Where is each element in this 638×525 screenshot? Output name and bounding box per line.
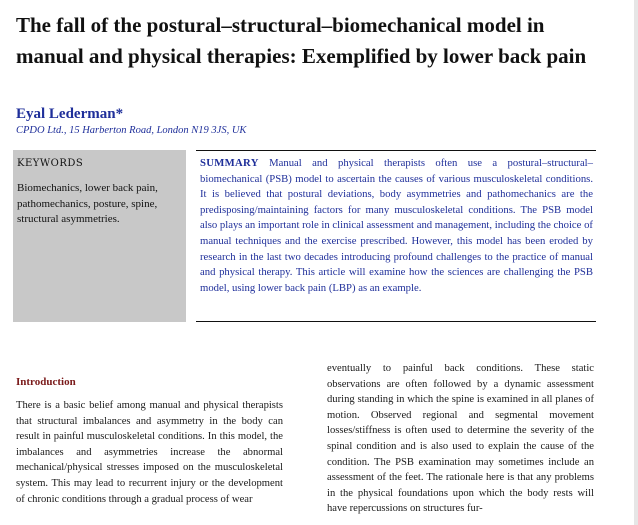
keywords-text: Biomechanics, lower back pain, pathomechanics, posture, spine, structural asymmetries. <box>17 182 158 225</box>
introduction-heading: Introduction <box>16 376 76 388</box>
summary-label: SUMMARY <box>200 157 259 169</box>
summary-top-rule <box>196 150 596 151</box>
page-edge-shadow <box>634 0 638 525</box>
author-affiliation: CPDO Ltd., 15 Harberton Road, London N19 3JS, UK <box>16 125 247 136</box>
body-column-left: There is a basic belief among manual and physical therapists that structural imbalances and asymmetry in the body can result in painful musculoskeletal conditions. In this model, the imbalances and asymmetries increase the abnormal mechanical/physical stresses imposed on the musculoskeletal system. This may lead to recurrent injury or the development of chronic conditions through a gradual process of wear <box>16 400 283 505</box>
keywords-heading: KEYWORDS <box>17 158 84 169</box>
author-name[interactable]: Eyal Lederman* <box>16 106 124 122</box>
summary-bottom-rule <box>196 321 596 322</box>
summary-abstract <box>200 156 593 296</box>
body-column-right: eventually to painful back conditions. These static observations are often followed by a dynamic assessment during standing in which the spine is examined in all planes of motion. Observed regional and segmental movement losses/stiffness is often used to determine the severity of the spinal condition and is also used to explain the cause of the condition. The PSB examination may sometimes include an assessment of the feet. The rationale here is that any problems in the physical foundations upon which the body rests will have repercussions on structures fur- <box>327 363 594 515</box>
keywords-box <box>13 150 186 322</box>
article-title: The fall of the postural–structural–biomechanical model in manual and physical therapies: Exemplified by lower back pain <box>16 13 587 68</box>
summary-text: Manual and physical therapists often use a postural–structural–biomechanical (PSB) model to ascertain the causes of various musculoskeletal conditions. It is believed that postural deviations, body asymmetries and pathomechanics are the predisposing/maintaining factors for many musculoskeletal conditions. The PSB model also plays an important role in clinical assessment and management, including the choice of manual techniques and the exercise prescribed. However, this model has been eroded by research in the last two decades introducing profound challenges to the practice of manual and physical therapy. This article will examine how the sciences are challenging the PSB model, using lower back pain (LBP) as an example. <box>200 157 593 294</box>
